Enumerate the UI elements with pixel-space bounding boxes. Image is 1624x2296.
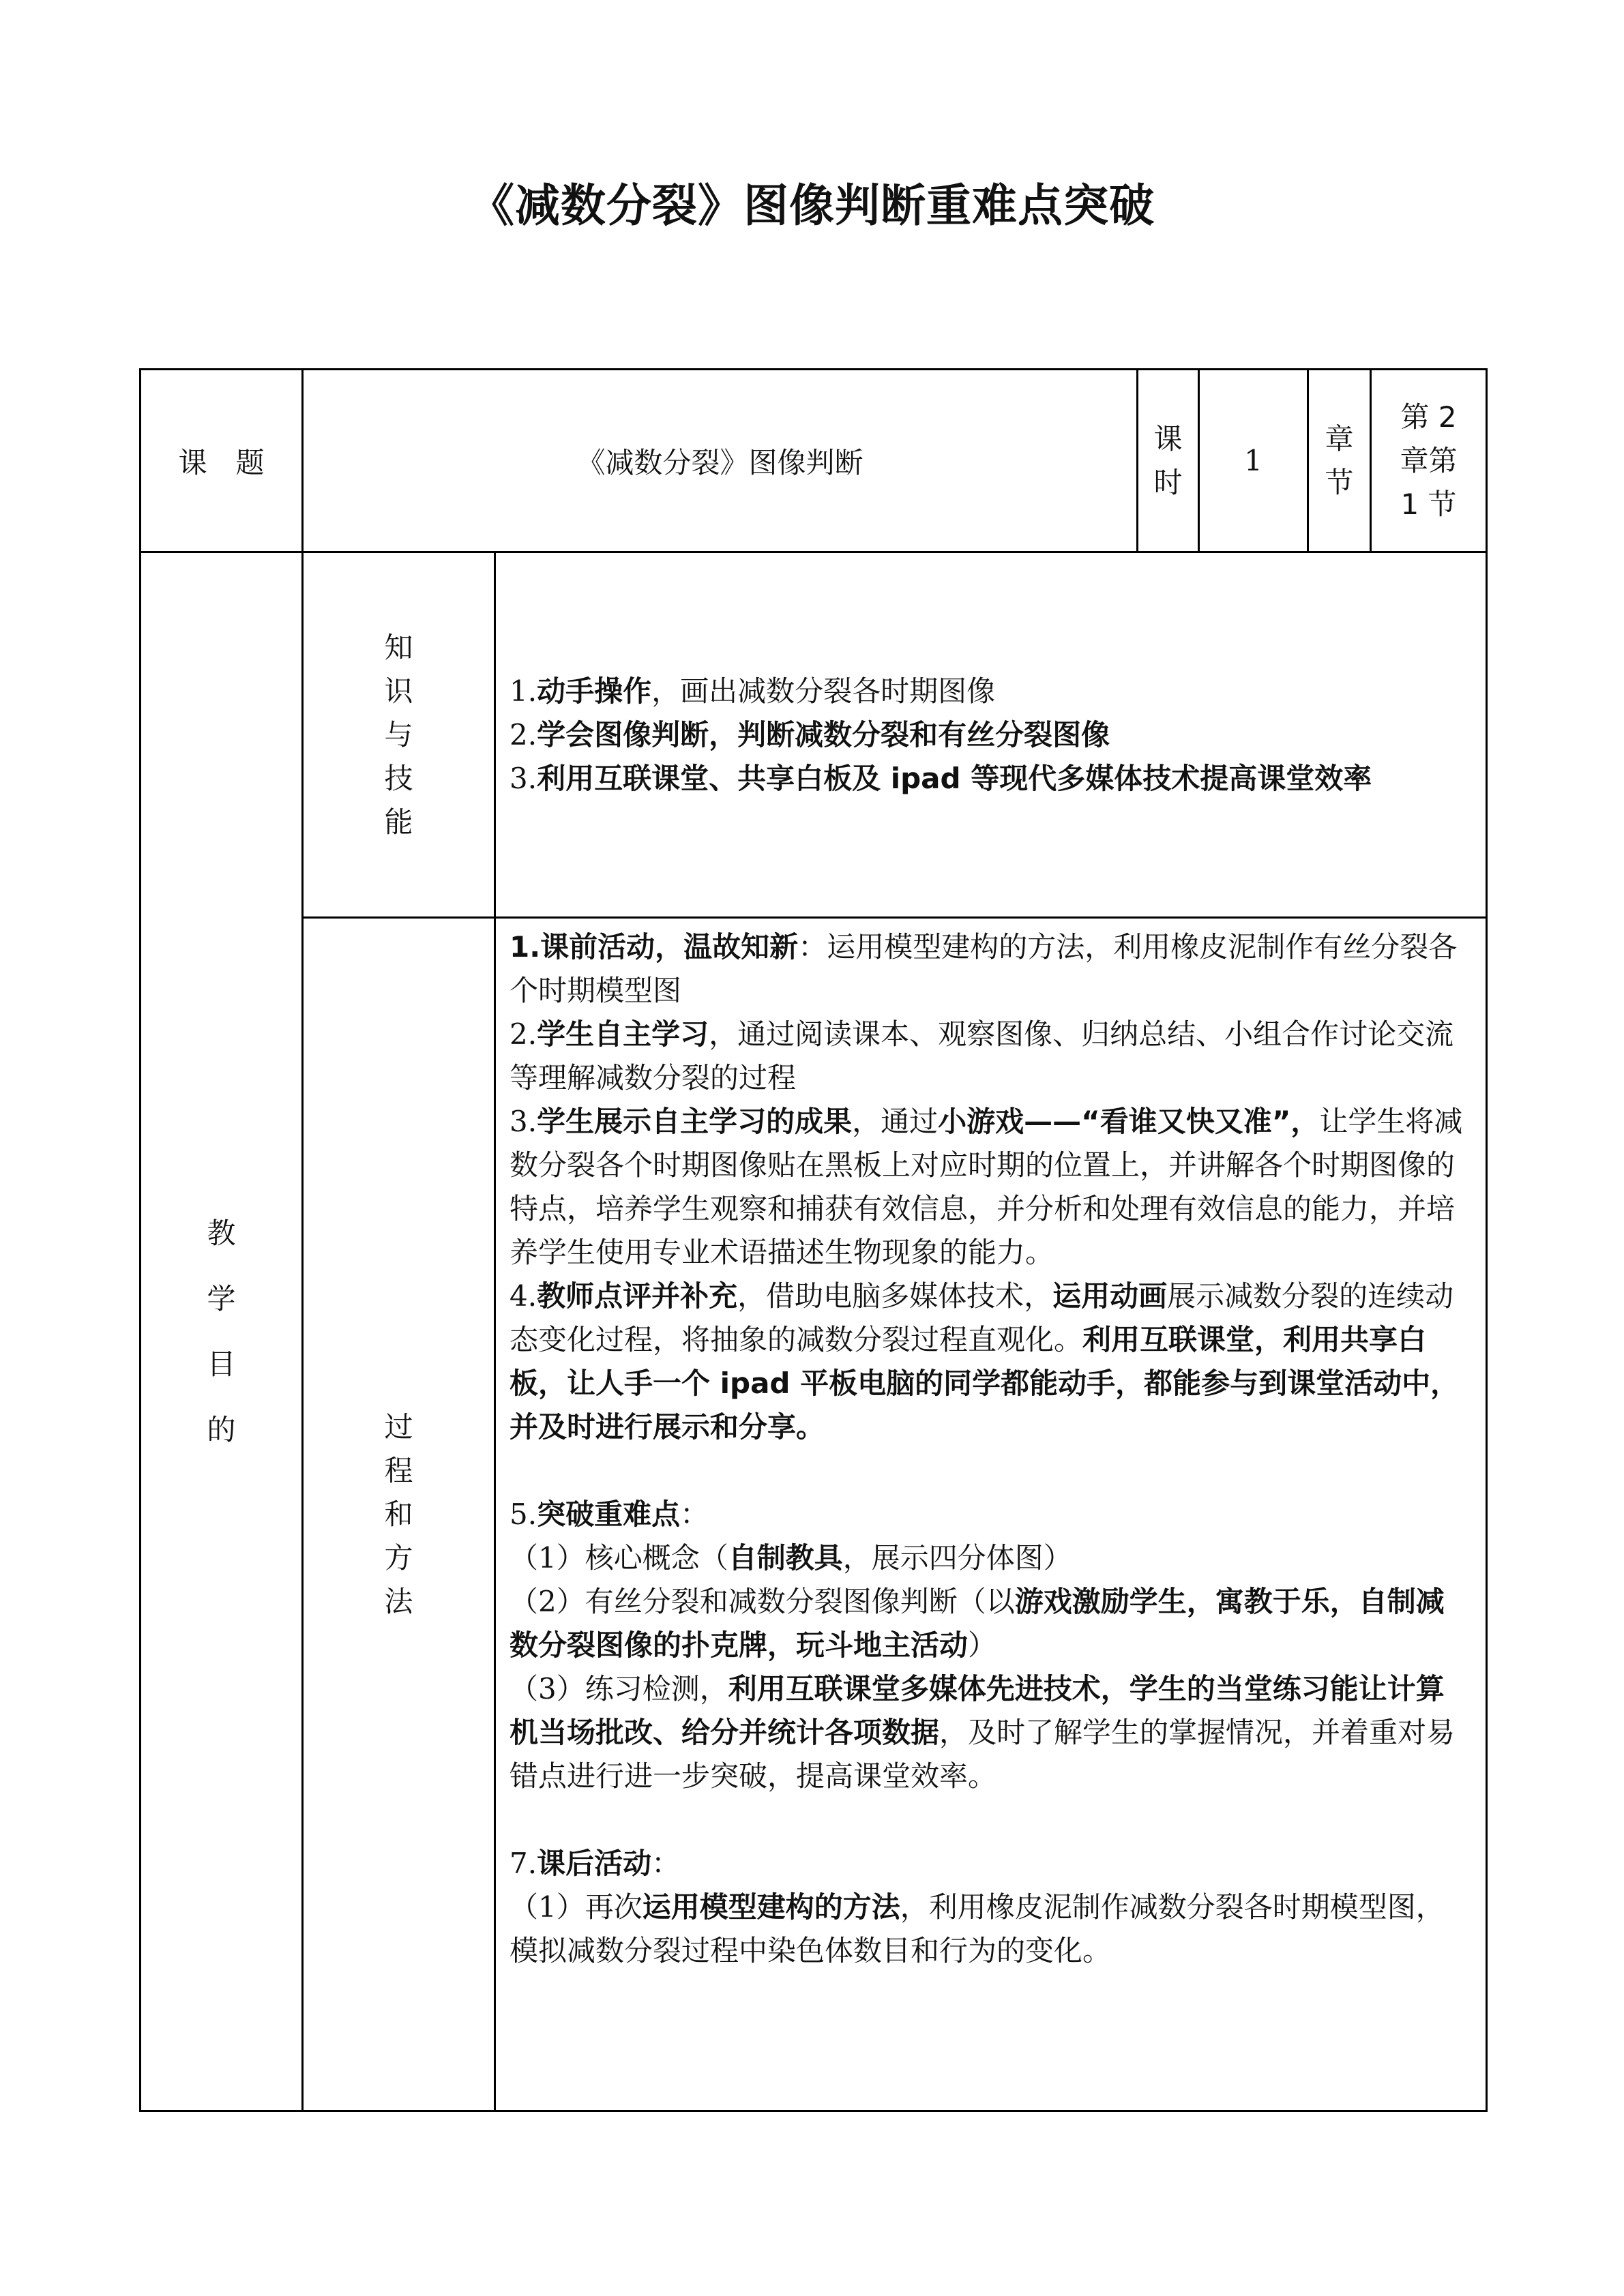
- chapter-label-cell: 章 节: [1308, 370, 1371, 552]
- process-item-1: 1.课前活动，温故知新：运用模型建构的方法，利用橡皮泥制作有丝分裂各个时期模型图: [510, 930, 1458, 1007]
- process-label-cell: 过 程 和 方 法: [303, 918, 495, 2111]
- hours-value: 1: [1244, 444, 1263, 477]
- process-item-7-1: （1）再次运用模型建构的方法，利用橡皮泥制作减数分裂各时期模型图，模拟减数分裂过程中染色体数目和行为的变化。: [510, 1890, 1445, 1967]
- chapter-value-cell: 第 2 章第 1 节: [1371, 370, 1487, 552]
- lesson-plan-table: [139, 368, 1488, 2112]
- process-row: [141, 918, 1487, 2111]
- knowledge-item-3: 3.利用互联课堂、共享白板及 ipad 等现代多媒体技术提高课堂效率: [510, 761, 1372, 795]
- topic-label-cell: [141, 370, 303, 552]
- knowledge-row: [141, 552, 1487, 918]
- knowledge-item-1: 1.动手操作，画出减数分裂各时期图像: [510, 674, 996, 708]
- process-content-cell: [495, 918, 1487, 2111]
- process-item-3: 3.学生展示自主学习的成果，通过小游戏——“看谁又快又准”，让学生将减数分裂各个时期图像贴在黑板上对应时期的位置上，并讲解各个时期图像的特点，培养学生观察和捕获有效信息，并分析和处理有效信息的能力，并培养学生使用专业术语描述生物现象的能力。: [510, 1105, 1463, 1269]
- knowledge-label-cell: 知 识 与 技 能: [303, 552, 495, 918]
- hours-label-cell: 课 时: [1138, 370, 1199, 552]
- process-item-2: 2.学生自主学习，通过阅读课本、观察图像、归纳总结、小组合作讨论交流等理解减数分裂的过程: [510, 1017, 1454, 1094]
- document-title: 《减数分裂》图像判断重难点突破: [469, 179, 1155, 232]
- topic-label: 课 题: [178, 445, 265, 479]
- knowledge-content-cell: [495, 552, 1487, 918]
- process-item-7-heading: 7.课后活动：: [510, 1847, 681, 1880]
- process-item-5-1: （1）核心概念（自制教具，展示四分体图）: [510, 1541, 1072, 1575]
- process-item-5-2: （2）有丝分裂和减数分裂图像判断（以游戏激励学生，寓教于乐，自制减数分裂图像的扑克牌，玩斗地主活动）: [510, 1585, 1445, 1662]
- topic-cell: [303, 370, 1138, 552]
- knowledge-item-2: 2.学会图像判断，判断减数分裂和有丝分裂图像: [510, 717, 1110, 751]
- process-item-5-3: （3）练习检测，利用互联课堂多媒体先进技术，学生的当堂练习能让计算机当场批改、给分并统计各项数据，及时了解学生的掌握情况，并着重对易错点进行进一步突破，提高课堂效率。: [510, 1672, 1456, 1793]
- process-item-4: 4.教师点评并补充，借助电脑多媒体技术，运用动画展示减数分裂的连续动态变化过程，将抽象的减数分裂过程直观化。利用互联课堂，利用共享白板，让人手一个 ipad 平板电脑的同学都能动手，都能参与到课堂活动中，并及时进行展示和分享。: [510, 1279, 1460, 1444]
- topic-value: 《减数分裂》图像判断: [576, 445, 863, 479]
- process-item-5-heading: 5.突破重难点：: [510, 1497, 709, 1531]
- header-row: [141, 370, 1487, 552]
- goals-label-cell: 教 学 目 的: [141, 552, 303, 2111]
- hours-cell: [1199, 370, 1308, 552]
